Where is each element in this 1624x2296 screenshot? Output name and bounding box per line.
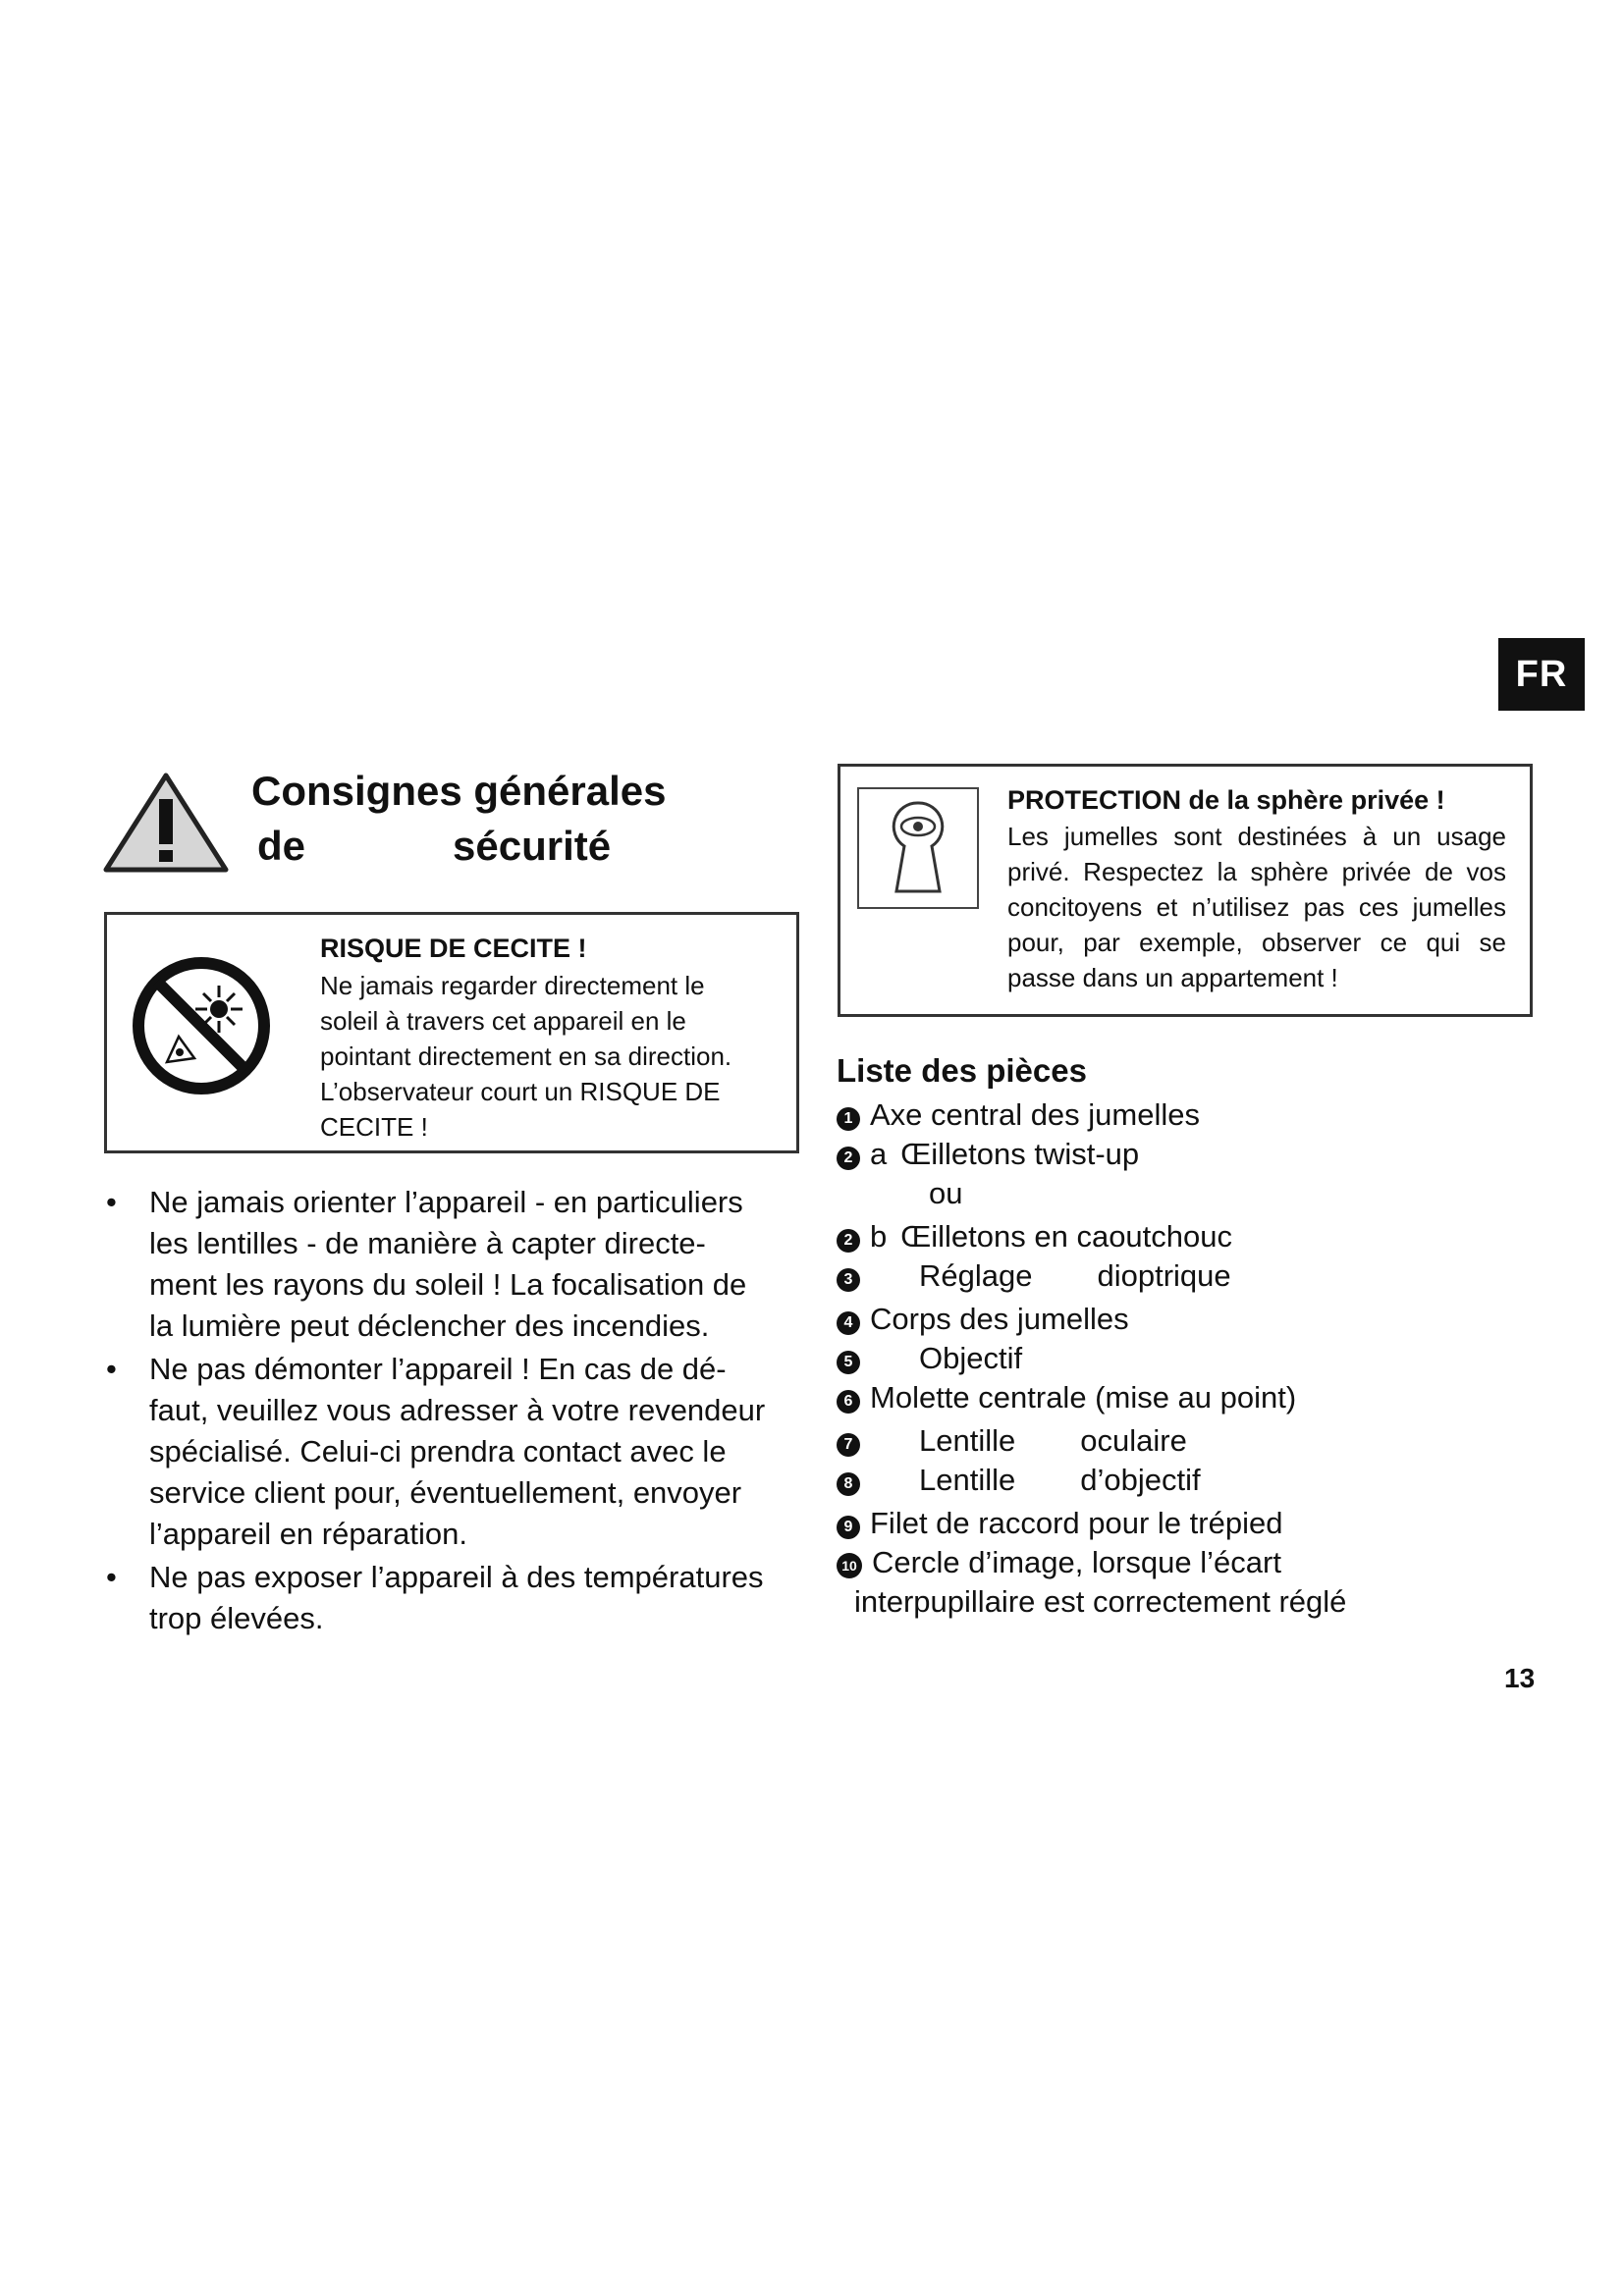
no-sun-viewing-icon xyxy=(128,952,275,1099)
text-line: passe dans un appartement ! xyxy=(1007,963,1338,992)
part-label: Filet de raccord pour le trépied xyxy=(870,1506,1283,1540)
part-number: 7 xyxy=(837,1433,860,1457)
text-line: soleil à travers cet appareil en le xyxy=(320,1006,686,1036)
bullet-line: les lentilles - de manière à capter directe- xyxy=(149,1226,706,1260)
part-sub-letter: a xyxy=(870,1137,888,1171)
part-number: 6 xyxy=(837,1390,860,1414)
list-item xyxy=(837,1461,1543,1500)
blindness-warning-text xyxy=(320,968,731,1145)
keyhole-eye-icon xyxy=(859,789,977,907)
list-item xyxy=(837,1217,1543,1256)
part-label: Œilletons en caoutchouc xyxy=(900,1219,1233,1254)
text-line: L’observateur court un RISQUE DE xyxy=(320,1077,721,1106)
keyhole-icon-frame xyxy=(857,787,979,909)
part-label: Objectif xyxy=(919,1341,1023,1375)
list-item xyxy=(837,1095,1543,1135)
part-label: Réglage xyxy=(919,1258,1033,1293)
bullet-line: la lumière peut déclencher des incendies. xyxy=(149,1308,710,1343)
part-label: interpupillaire est correctement réglé xyxy=(854,1584,1347,1619)
part-number: 3 xyxy=(837,1268,860,1292)
list-item xyxy=(837,1256,1543,1296)
text-line: privé. Respectez la sphère privée de vos xyxy=(1007,857,1506,886)
list-item xyxy=(837,1543,1543,1582)
part-number: 10 xyxy=(837,1553,862,1578)
text-line: pointant directement en sa direction. xyxy=(320,1041,732,1071)
part-label: Axe central des jumelles xyxy=(870,1097,1200,1132)
bullet-line: Ne pas exposer l’appareil à des températures xyxy=(149,1560,764,1594)
part-label: Cercle d’image, lorsque l’écart xyxy=(872,1545,1281,1579)
list-item xyxy=(106,1557,803,1639)
bullet-line: faut, veuillez vous adresser à votre revendeur xyxy=(149,1393,766,1427)
bullet-dot: • xyxy=(106,1560,117,1594)
list-item xyxy=(837,1300,1543,1339)
bullet-line: trop élevées. xyxy=(149,1601,324,1635)
text-line: CECITE ! xyxy=(320,1112,428,1142)
part-number: 8 xyxy=(837,1472,860,1496)
blindness-warning-heading: RISQUE DE CECITE ! xyxy=(320,934,587,963)
text-line: concitoyens et n’utilisez pas ces jumelles xyxy=(1007,892,1506,922)
part-label: dioptrique xyxy=(1097,1258,1231,1293)
text-line: Les jumelles sont destinées à un usage xyxy=(1007,822,1506,851)
parts-list-title: Liste des pièces xyxy=(837,1052,1087,1089)
bullet-line: Ne jamais orienter l’appareil - en particuliers xyxy=(149,1185,743,1219)
list-item xyxy=(837,1378,1543,1417)
part-number: 2 xyxy=(837,1229,860,1253)
bullet-dot: • xyxy=(106,1185,117,1219)
list-item xyxy=(837,1135,1543,1174)
bullet-dot: • xyxy=(106,1352,117,1386)
text-line: pour, par exemple, observer ce qui se xyxy=(1007,928,1506,957)
list-item xyxy=(837,1339,1543,1378)
part-label: Œilletons twist-up xyxy=(900,1137,1140,1171)
list-item xyxy=(837,1174,1543,1213)
part-number: 1 xyxy=(837,1107,860,1131)
part-number: 9 xyxy=(837,1516,860,1539)
part-label: oculaire xyxy=(1080,1423,1187,1458)
part-number: 2 xyxy=(837,1147,860,1170)
part-label: ou xyxy=(929,1176,963,1210)
list-item xyxy=(106,1349,803,1555)
safety-bullet-list xyxy=(106,1182,803,1641)
part-label: Lentille xyxy=(919,1423,1016,1458)
privacy-text xyxy=(1007,819,1506,995)
page-number: 13 xyxy=(1504,1663,1536,1693)
bullet-line: spécialisé. Celui-ci prendra contact avec le xyxy=(149,1434,727,1468)
part-number: 4 xyxy=(837,1311,860,1335)
list-item xyxy=(837,1504,1543,1543)
part-sub-letter: b xyxy=(870,1219,888,1254)
privacy-heading: PROTECTION de la sphère privée ! xyxy=(1007,785,1445,815)
title-word-securite: sécurité xyxy=(453,823,612,869)
bullet-line: ment les rayons du soleil ! La focalisation de xyxy=(149,1267,747,1302)
part-label: d’objectif xyxy=(1080,1463,1201,1497)
page-title-line2 xyxy=(257,823,611,870)
parts-list xyxy=(837,1095,1543,1622)
bullet-line: Ne pas démonter l’appareil ! En cas de dé- xyxy=(149,1352,727,1386)
language-tab: FR xyxy=(1498,638,1585,711)
bullet-line: l’appareil en réparation. xyxy=(149,1517,467,1551)
part-label: Lentille xyxy=(919,1463,1016,1497)
part-label: Corps des jumelles xyxy=(870,1302,1129,1336)
text-line: Ne jamais regarder directement le xyxy=(320,971,705,1000)
part-number: 5 xyxy=(837,1351,860,1374)
title-word-de: de xyxy=(257,823,306,869)
list-item xyxy=(106,1182,803,1347)
list-item xyxy=(837,1582,1543,1622)
list-item xyxy=(837,1421,1543,1461)
part-label: Molette centrale (mise au point) xyxy=(870,1380,1297,1415)
page-title: Consignes générales xyxy=(251,768,667,814)
warning-triangle-icon xyxy=(102,772,230,874)
bullet-line: service client pour, éventuellement, envoyer xyxy=(149,1475,742,1510)
